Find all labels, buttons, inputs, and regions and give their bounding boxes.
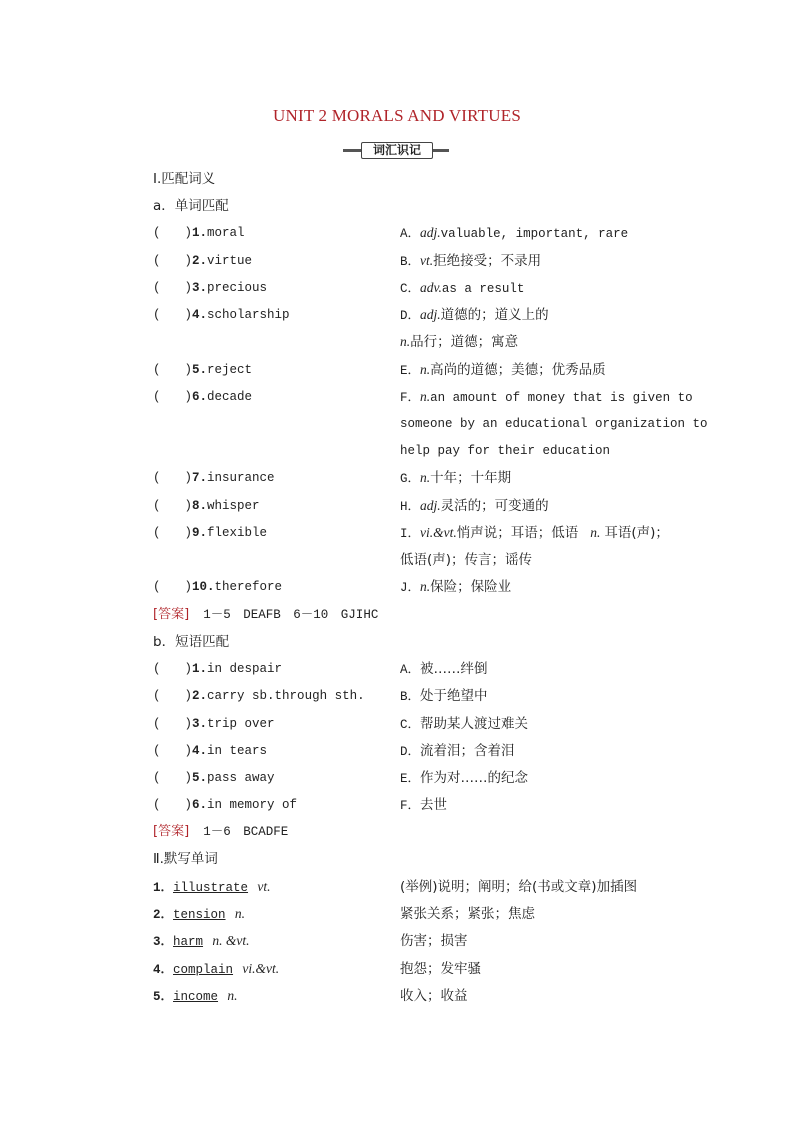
part-a-option — [400, 389, 693, 406]
part-a-answer-line — [153, 607, 378, 623]
item-word: reject — [207, 363, 253, 377]
option-letter: C． — [400, 282, 421, 296]
close-paren: ) — [184, 363, 193, 377]
item-number: 4. — [192, 744, 208, 758]
item-meaning: 紧张关系；紧张；焦虑 — [400, 906, 535, 922]
item-number: 4． — [153, 963, 174, 977]
dictation-item — [153, 879, 271, 896]
item-number: 6. — [192, 798, 208, 812]
part-b-item — [153, 770, 275, 786]
close-paren: ) — [184, 471, 193, 485]
item-word: whisper — [207, 499, 260, 513]
part-b-item — [153, 661, 282, 677]
option-letter: D． — [400, 309, 421, 323]
part-b-item — [153, 797, 297, 813]
open-paren: ( — [153, 390, 161, 404]
part-a-option — [400, 552, 532, 569]
option-pos: n. — [420, 470, 431, 485]
part-a-option — [400, 334, 518, 351]
option-text: 保险；保险业 — [430, 579, 512, 595]
unit-title: UNIT 2 MORALS AND VIRTUES — [273, 106, 521, 125]
item-pos: n. &vt. — [209, 933, 250, 948]
option-pos: n. — [400, 334, 411, 349]
option-text: 被……绊倒 — [420, 661, 488, 677]
option-letter: H． — [400, 500, 421, 514]
close-paren: ) — [184, 390, 193, 404]
part-a-option — [400, 443, 610, 459]
option-text: 高尚的道德；美德；优秀品质 — [430, 362, 606, 378]
item-word: moral — [207, 226, 245, 240]
part-a-item — [153, 579, 282, 595]
option-text: help pay for their education — [400, 444, 611, 458]
section2-heading: Ⅱ.默写单词 — [153, 851, 218, 867]
option-letter: J． — [400, 581, 421, 595]
answer-word: illustrate — [173, 881, 249, 895]
option-pos: adj. — [420, 307, 441, 322]
close-paren: ) — [184, 308, 193, 322]
item-pos: n. — [224, 988, 238, 1003]
option-letter: G． — [400, 472, 421, 486]
option-pos: n. — [420, 389, 431, 404]
item-word: flexible — [207, 526, 268, 540]
option-pos: adv. — [420, 280, 442, 295]
option-pos: vi.&vt. — [420, 525, 457, 540]
option-letter: F． — [400, 799, 421, 813]
item-pos: vt. — [254, 879, 271, 894]
part-a-option — [400, 253, 541, 270]
answer-word: complain — [173, 963, 234, 977]
part-b-item — [153, 688, 365, 704]
part-b-option — [400, 797, 447, 814]
close-paren: ) — [184, 798, 193, 812]
dictation-item — [153, 961, 279, 978]
item-phrase: in memory of — [207, 798, 298, 812]
part-a-option — [400, 416, 708, 432]
part-a-item — [153, 470, 275, 486]
option-letter: C． — [400, 718, 421, 732]
banner-line-right — [431, 149, 449, 152]
banner-label: 词汇识记 — [361, 142, 433, 159]
close-paren: ) — [184, 689, 193, 703]
answer-label: [答案] — [153, 607, 190, 622]
option-letter: I． — [400, 527, 421, 541]
item-number: 4. — [192, 308, 208, 322]
item-meaning: 伤害；损害 — [400, 933, 468, 949]
option-text: 灵活的；可变通的 — [440, 498, 549, 514]
part-b-answer-line — [153, 824, 288, 840]
item-number: 2. — [192, 254, 208, 268]
part-b-option — [400, 770, 528, 787]
option-text: 品行；道德；寓意 — [410, 334, 519, 350]
item-number: 1. — [192, 662, 208, 676]
item-number: 5. — [192, 363, 208, 377]
item-number: 3. — [192, 717, 208, 731]
open-paren: ( — [153, 771, 161, 785]
open-paren: ( — [153, 689, 161, 703]
option-letter: E． — [400, 772, 421, 786]
item-word: therefore — [214, 580, 283, 594]
option-letter: A． — [400, 663, 421, 677]
item-word: precious — [207, 281, 268, 295]
option-text: 耳语(声)； — [604, 525, 669, 541]
item-phrase: trip over — [207, 717, 275, 731]
close-paren: ) — [184, 744, 193, 758]
part-a-item — [153, 225, 245, 241]
part-a-option — [400, 579, 511, 596]
item-number: 10. — [192, 580, 215, 594]
open-paren: ( — [153, 308, 161, 322]
option-pos: adj. — [420, 225, 441, 240]
open-paren: ( — [153, 744, 161, 758]
item-meaning: (举例)说明；阐明；给(书或文章)加插图 — [400, 879, 638, 895]
answer-word: tension — [173, 908, 226, 922]
option-text: 流着泪；含着泪 — [420, 743, 515, 759]
option-text: 作为对……的纪念 — [420, 770, 529, 786]
part-b-answer: 1－6 BCADFE — [203, 825, 289, 839]
close-paren: ) — [184, 771, 193, 785]
part-b-option — [400, 716, 528, 733]
option-letter: B． — [400, 255, 421, 269]
item-pos: vi.&vt. — [239, 961, 280, 976]
part-a-item — [153, 362, 252, 378]
option-pos: n. — [420, 362, 431, 377]
option-text: as a result — [441, 282, 525, 296]
item-word: virtue — [207, 254, 253, 268]
option-text: an amount of money that is given to — [430, 391, 693, 405]
part-a-item — [153, 525, 267, 541]
item-number: 5. — [192, 771, 208, 785]
part-b-option — [400, 743, 515, 760]
item-number: 7. — [192, 471, 208, 485]
item-number: 3. — [192, 281, 208, 295]
dictation-item — [153, 933, 250, 950]
item-phrase: in tears — [207, 744, 268, 758]
item-number: 1. — [192, 226, 208, 240]
item-pos: n. — [231, 906, 246, 921]
part-b-option — [400, 688, 488, 705]
option-text: 去世 — [420, 797, 448, 813]
close-paren: ) — [184, 662, 193, 676]
answer-word: income — [173, 990, 219, 1004]
option-text: 十年；十年期 — [430, 470, 512, 486]
open-paren: ( — [153, 798, 161, 812]
item-phrase: pass away — [207, 771, 275, 785]
part-a-option — [400, 525, 669, 542]
option-text: 拒绝接受；不录用 — [433, 253, 542, 269]
close-paren: ) — [184, 226, 193, 240]
option-pos: n. — [590, 525, 601, 540]
close-paren: ) — [184, 580, 193, 594]
banner-line-left — [343, 149, 361, 152]
open-paren: ( — [153, 471, 161, 485]
item-number: 2. — [192, 689, 208, 703]
option-text: 道德的；道义上的 — [440, 307, 549, 323]
close-paren: ) — [184, 499, 193, 513]
part-a-item — [153, 280, 267, 296]
item-number: 9. — [192, 526, 208, 540]
part-b-item — [153, 716, 275, 732]
option-text: 低语(声)；传言；谣传 — [400, 552, 533, 568]
dictation-item — [153, 906, 245, 923]
answer-word: harm — [173, 935, 204, 949]
item-number: 5． — [153, 990, 174, 1004]
part-a-item — [153, 307, 290, 323]
section1-heading: Ⅰ.匹配词义 — [153, 171, 216, 187]
item-number: 1． — [153, 881, 174, 895]
part-a-option — [400, 498, 549, 515]
open-paren: ( — [153, 580, 161, 594]
item-number: 3． — [153, 935, 174, 949]
item-number: 8. — [192, 499, 208, 513]
item-phrase: in despair — [207, 662, 283, 676]
option-pos: adj. — [420, 498, 441, 513]
option-text: 帮助某人渡过难关 — [420, 716, 529, 732]
option-pos: n. — [420, 579, 431, 594]
open-paren: ( — [153, 717, 161, 731]
open-paren: ( — [153, 662, 161, 676]
open-paren: ( — [153, 363, 161, 377]
item-word: decade — [207, 390, 253, 404]
option-pos: vt. — [420, 253, 434, 268]
part-a-item — [153, 389, 252, 405]
part-a-item — [153, 253, 252, 269]
item-number: 2． — [153, 908, 174, 922]
answer-label: [答案] — [153, 824, 190, 839]
open-paren: ( — [153, 226, 161, 240]
open-paren: ( — [153, 281, 161, 295]
option-letter: E． — [400, 364, 421, 378]
close-paren: ) — [184, 526, 193, 540]
option-text: 悄声说；耳语；低语 — [456, 525, 579, 541]
part-a-option — [400, 470, 511, 487]
part-a-option — [400, 225, 628, 242]
open-paren: ( — [153, 526, 161, 540]
option-text: valuable, important, rare — [440, 227, 629, 241]
part-b-item — [153, 743, 267, 759]
option-text: 处于绝望中 — [420, 688, 488, 704]
option-text: someone by an educational organization to — [400, 417, 708, 431]
item-meaning: 抱怨；发牢骚 — [400, 961, 481, 977]
close-paren: ) — [184, 254, 193, 268]
part-a-heading: a．单词匹配 — [153, 198, 229, 214]
part-b-option — [400, 661, 488, 678]
option-letter: A． — [400, 227, 421, 241]
part-a-option — [400, 280, 524, 297]
section-banner — [343, 142, 449, 158]
item-word: insurance — [207, 471, 275, 485]
open-paren: ( — [153, 254, 161, 268]
item-word: scholarship — [207, 308, 290, 322]
item-number: 6. — [192, 390, 208, 404]
dictation-item — [153, 988, 238, 1005]
open-paren: ( — [153, 499, 161, 513]
item-meaning: 收入；收益 — [400, 988, 468, 1004]
part-b-heading: b．短语匹配 — [153, 634, 230, 650]
option-letter: F． — [400, 391, 421, 405]
part-a-answer: 1－5 DEAFB 6－10 GJIHC — [203, 608, 379, 622]
close-paren: ) — [184, 281, 193, 295]
part-a-item — [153, 498, 260, 514]
item-phrase: carry sb.through sth. — [207, 689, 365, 703]
close-paren: ) — [184, 717, 193, 731]
part-a-option — [400, 362, 606, 379]
option-letter: B． — [400, 690, 421, 704]
part-a-option — [400, 307, 549, 324]
option-letter: D． — [400, 745, 421, 759]
